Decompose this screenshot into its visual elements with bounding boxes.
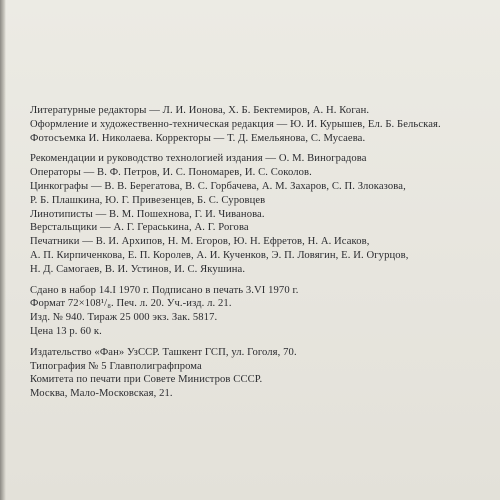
production-line: Н. Д. Самогаев, В. И. Устинов, И. С. Якушина. — [30, 263, 246, 275]
print-detail-line: Сдано в набор 14.I 1970 г. Подписано в печать 3.VI 1970 г. — [30, 284, 299, 296]
publisher-line: Комитета по печати при Совете Министров СССР. — [30, 374, 263, 386]
print-detail-line: Цена 13 р. 60 к. — [30, 325, 102, 337]
editors-line: Литературные редакторы — Л. И. Ионова, Х. Б. Бектемиров, А. Н. Коган. — [30, 105, 370, 116]
colophon-text — [30, 104, 492, 408]
production-line: Верстальщики — А. Г. Гераськина, А. Г. Рогова — [30, 222, 249, 234]
production-line: Цинкографы — В. В. Берегатова, В. С. Горбачева, А. М. Захаров, С. П. Злоказова, — [30, 180, 406, 192]
production-line: Операторы — В. Ф. Петров, И. С. Пономарев, И. С. Соколов. — [30, 167, 312, 179]
print-detail-line: Изд. № 940. Тираж 25 000 экз. Зак. 5817. — [30, 312, 218, 324]
editors-block — [30, 104, 492, 145]
publisher-line: Москва, Мало-Московская, 21. — [30, 388, 173, 400]
production-block — [30, 152, 492, 276]
production-line: А. П. Кирпиченкова, Е. П. Королев, А. И. Кученков, Э. П. Ловягин, Е. И. Огурцов, — [30, 249, 409, 261]
editors-line: Фотосъемка И. Николаева. Корректоры — Т. Д. Емельянова, С. Мусаева. — [30, 132, 366, 144]
production-line: Печатники — В. И. Архипов, Н. М. Егоров, Ю. Н. Ефретов, Н. А. Исаков, — [30, 236, 370, 248]
editors-line: Оформление и художественно-техническая редакция — Ю. И. Курышев, Ел. Б. Бельская. — [30, 118, 441, 130]
page-edge-shadow — [0, 0, 6, 500]
print-detail-line: Формат 72×108¹/₈. Печ. л. 20. Уч.-изд. л. 21. — [30, 298, 232, 310]
publisher-line: Издательство «Фан» УзССР. Ташкент ГСП, ул. Гоголя, 70. — [30, 346, 297, 358]
production-line: Линотиписты — В. М. Пошехнова, Г. И. Чиванова. — [30, 208, 265, 220]
publisher-block — [30, 346, 492, 401]
production-line: Рекомендации и руководство технологией издания — О. М. Виноградова — [30, 153, 367, 165]
publisher-line: Типография № 5 Главполиграфпрома — [30, 360, 202, 372]
print-details-block — [30, 284, 492, 339]
production-line: Р. Б. Плашкина, Ю. Г. Привезенцев, Б. С. Суровцев — [30, 194, 266, 206]
